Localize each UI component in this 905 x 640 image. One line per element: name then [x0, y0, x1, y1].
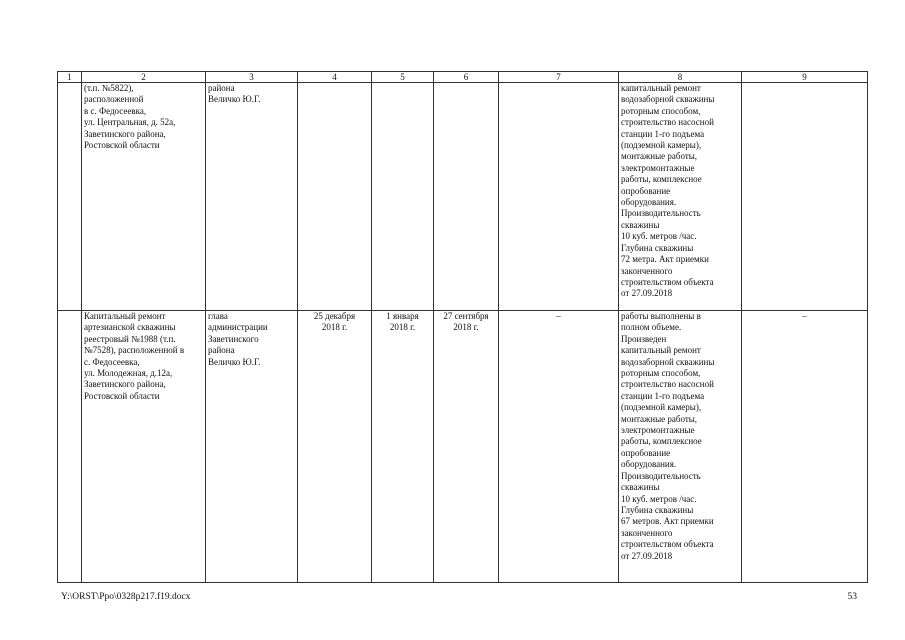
- date-cell-5: 1 января 2018 г.: [372, 311, 434, 583]
- work-description-cell: работы выполнены в полном объеме. Произведен капитальный ремонт водозаборной скважины роторным способом, строительство насосной станции 1-го подъема (подземной камеры), монтажные работы, электромонтажные работы, комплексное опробование оборудования. Производительность скважины 10 куб. метров /час. Глубина скважины 67 метров. Акт приемки законченного строительством объекта от 27.09.2018: [619, 311, 742, 583]
- table-row: [58, 311, 868, 583]
- row-number-cell: [58, 311, 82, 583]
- date-cell-5: [372, 83, 434, 311]
- header-cell-3: 3: [206, 72, 298, 83]
- object-name-cell: (т.п. №5822), расположенной в с. Федосеевка, ул. Центральная, д. 52а, Заветинского района, Ростовской области: [82, 83, 206, 311]
- footer-file-path: Y:\ORST\Ppo\0328p217.f19.docx: [61, 592, 191, 602]
- row-number-cell: [58, 83, 82, 311]
- table-header-row: [58, 72, 868, 83]
- page-number: 53: [847, 592, 857, 602]
- column-9-cell: –: [742, 311, 868, 583]
- date-cell-4: [298, 83, 372, 311]
- date-cell-6: 27 сентября 2018 г.: [434, 311, 499, 583]
- header-cell-4: 4: [298, 72, 372, 83]
- responsible-person-cell: района Величко Ю.Г.: [206, 83, 298, 311]
- header-cell-2: 2: [82, 72, 206, 83]
- responsible-person-cell: глава администрации Заветинского района Величко Ю.Г.: [206, 311, 298, 583]
- column-7-cell: [499, 83, 619, 311]
- header-cell-5: 5: [372, 72, 434, 83]
- column-7-cell: –: [499, 311, 619, 583]
- header-cell-9: 9: [742, 72, 868, 83]
- header-cell-6: 6: [434, 72, 499, 83]
- column-9-cell: [742, 83, 868, 311]
- header-cell-7: 7: [499, 72, 619, 83]
- work-description-cell: капитальный ремонт водозаборной скважины роторным способом, строительство насосной станции 1-го подъема (подземной камеры), монтажные работы, электромонтажные работы, комплексное опробование оборудования. Производительность скважины 10 куб. метров /час. Глубина скважины 72 метра. Акт приемки законченного строительством объекта от 27.09.2018: [619, 83, 742, 311]
- table-row: [58, 83, 868, 311]
- header-cell-8: 8: [619, 72, 742, 83]
- date-cell-4: 25 декабря 2018 г.: [298, 311, 372, 583]
- date-cell-6: [434, 83, 499, 311]
- header-cell-1: 1: [58, 72, 82, 83]
- main-table: [57, 71, 868, 583]
- object-name-cell: Капитальный ремонт артезианской скважины реестровый №1988 (т.п. №7528), расположенной в с. Федосеевка, ул. Молодежная, д.12а, Заветинского района, Ростовской области: [82, 311, 206, 583]
